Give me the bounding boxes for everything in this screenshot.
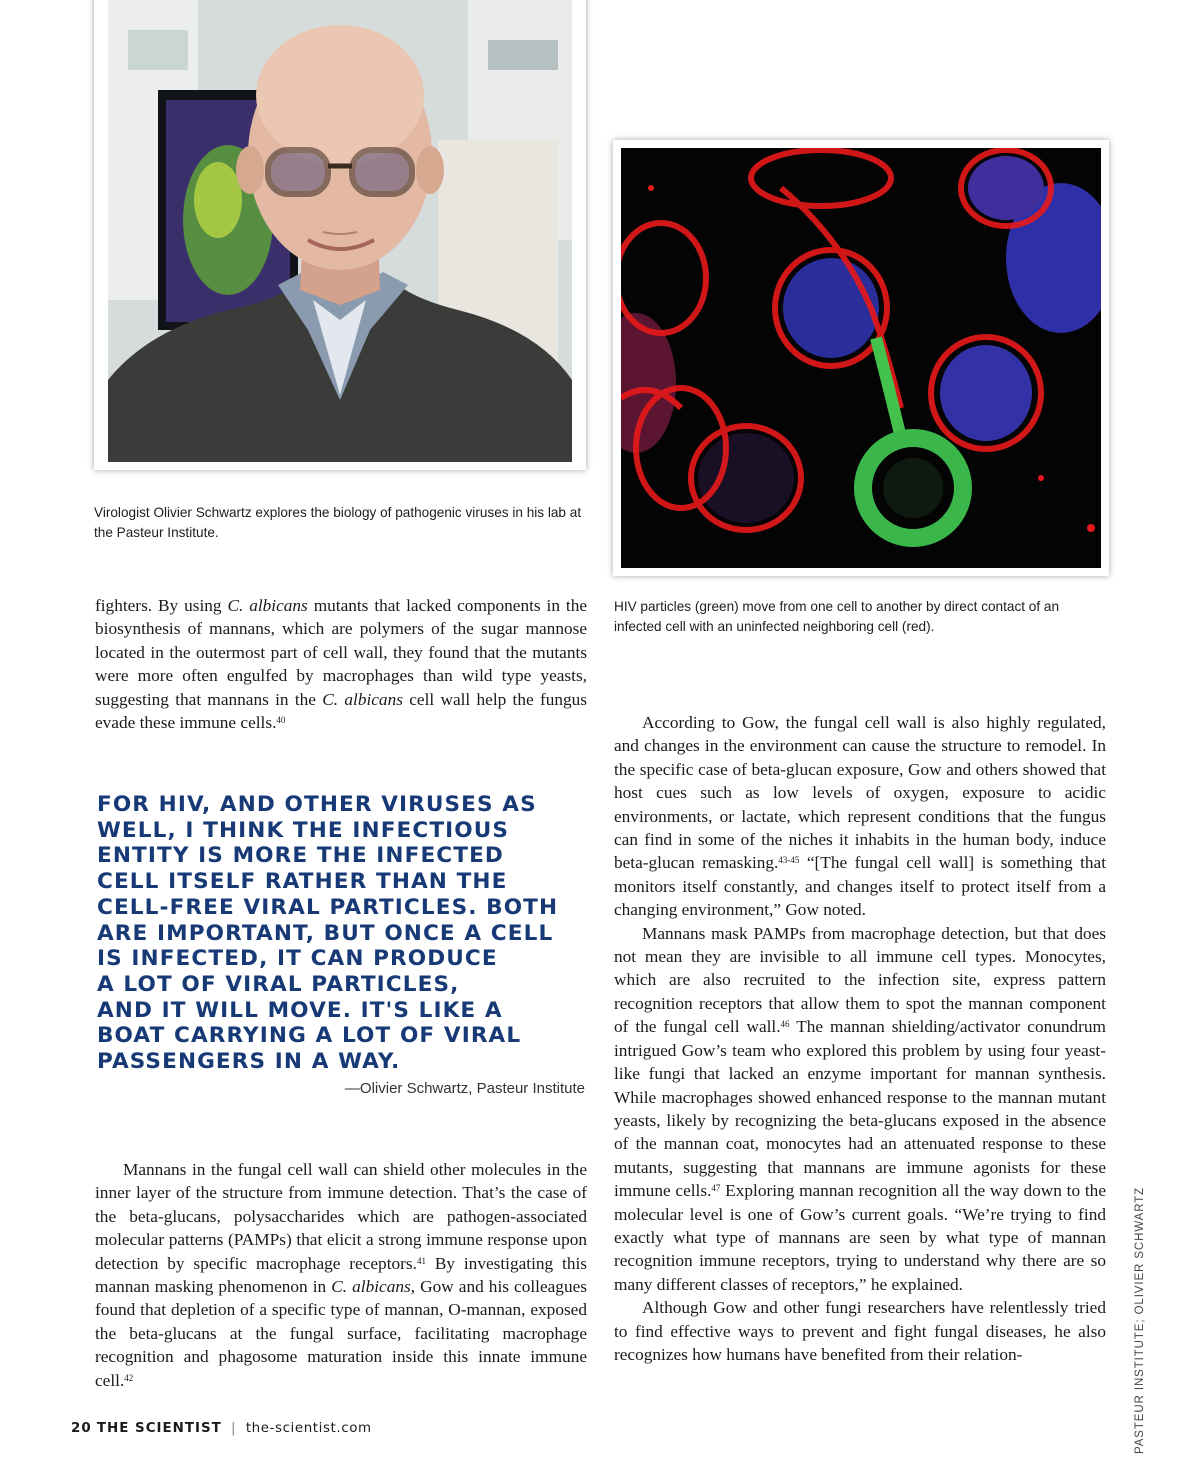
- reference-number: 43-45: [778, 855, 800, 866]
- right-column-text: [614, 711, 1106, 1366]
- portrait-illustration: [108, 0, 572, 462]
- micrograph-caption: HIV particles (green) move from one cell to another by direct contact of an infected cell with an uninfected neighboring cell (red).: [614, 599, 1060, 634]
- portrait-caption: Virologist Olivier Schwartz explores the biology of pathogenic viruses in his lab at the Pasteur Institute.: [94, 505, 582, 540]
- photo-credit: [1134, 1138, 1150, 1454]
- reference-number: 42: [124, 1372, 134, 1383]
- text-run: Mannans mask PAMPs from macrophage detection, but that does not mean they are invisible to all immune cell types. Monocytes, which are also recruited to the infection site, express pattern recognition receptors that allow them to spot the mannan component of the fungal cell wall.: [614, 923, 1106, 1037]
- reference-number: 40: [276, 715, 286, 726]
- left-column-top-text: [95, 594, 587, 734]
- micrograph-illustration: [621, 148, 1101, 568]
- footer-separator: |: [231, 1421, 237, 1436]
- species-name: C. albicans: [227, 596, 308, 615]
- paragraph: [95, 594, 587, 734]
- text-run: fighters. By using: [95, 596, 228, 615]
- micrograph-frame: [613, 140, 1109, 576]
- text-run: By investigating this mannan masking phenomenon in: [95, 1253, 587, 1297]
- text-run: “[The fungal cell wall] is something that monitors itself constantly, and changes itself to protect itself from a changing environment,” Gow noted.: [614, 853, 1107, 920]
- paragraph: [614, 711, 1106, 922]
- pull-quote: FOR HIV, AND OTHER VIRUSES AS WELL, I THINK THE INFECTIOUS ENTITY IS MORE THE INFECTED CELL ITSELF RATHER THAN THE CELL-FREE VIRAL PARTICLES. BOTH ARE IMPORTANT, BUT ONCE A CELL IS INFECTED, IT CAN PRODUCE A LOT OF VIRAL PARTICLES, AND IT WILL MOVE. IT'S LIKE A BOAT CARRYING A LOT OF VIRAL PASSENGERS IN A WAY.: [97, 792, 559, 1075]
- species-name: C. albicans: [331, 1277, 411, 1297]
- reference-number: 46: [780, 1019, 790, 1030]
- photo-credit-text: PASTEUR INSTITUTE; OLIVIER SCHWARTZ: [1134, 1186, 1146, 1454]
- text-run: , Gow and his colleagues found that depletion of a specific type of mannan, O-mannan, exposed the beta-glucans at the fungal surface, facilitating macrophage recognition and phagosome maturation inside this innate immune cell.: [95, 1277, 587, 1390]
- paragraph: [614, 922, 1106, 1297]
- species-name: C. albicans: [322, 689, 403, 709]
- left-column-bottom-text: [95, 1158, 587, 1392]
- magazine-name: THE SCIENTIST: [96, 1421, 222, 1436]
- text-run: Mannans in the fungal cell wall can shield other molecules in the inner layer of the structure from immune detection. That’s the case of the beta-glucans, polysaccharides which are pathogen-associated molecular patterns (PAMPs) that elicit a strong immune response upon detection by specific macrophage receptors.: [95, 1160, 587, 1273]
- portrait-photo-frame: [94, 0, 586, 470]
- reference-number: 41: [416, 1255, 426, 1266]
- website-link[interactable]: the-scientist.com: [245, 1421, 372, 1436]
- text-run: According to Gow, the fungal cell wall is also highly regulated, and changes in the environment can cause the structure to remodel. In the specific case of beta-glucan exposure, Gow and others showed that host cues such as low levels of oxygen, exposure to acidic environments, or lactate, which represent conditions that the fungus can find in some of the niches it inhabits in the human body, induce beta-glucan remasking.: [614, 713, 1106, 873]
- text-run: cell wall help the fungus evade these immune cells.: [95, 689, 587, 733]
- pull-quote-attribution: —Olivier Schwartz, Pasteur Institute: [344, 1080, 585, 1097]
- micrograph-photo: [621, 148, 1101, 568]
- portrait-photo: [108, 0, 572, 462]
- paragraph: Although Gow and other fungi researchers have relentlessly tried to find effective ways to prevent and fight fungal diseases, he also recognizes how humans have benefited from their relation-: [614, 1298, 1106, 1364]
- paragraph: [95, 1158, 587, 1392]
- page-footer: [71, 1421, 372, 1436]
- reference-number: 47: [711, 1183, 721, 1194]
- text-run: The mannan shielding/activator conundrum intrigued Gow’s team who explored this problem by using four yeast-like fungi that lacked an enzyme important for mannan synthesis. While macrophages showed enhanced response to the mannan mutant yeasts, likely by recognizing the beta-glucans exposed in the absence of the mannan coat, monocytes had an attenuated response to these mutants, suggesting that mannans are immune agonists for these immune cells.: [614, 1017, 1106, 1201]
- page-number: 20: [71, 1421, 92, 1436]
- text-run: Exploring mannan recognition all the way down to the molecular level is one of Gow’s current goals. “We’re trying to find exactly what type of mannans are seen by what type of mannan recognition immune receptors, trying to understand why there are so many different classes of receptors,” he explained.: [614, 1181, 1106, 1294]
- text-run: mutants that lacked components in the biosynthesis of mannans, which are polymers of the sugar mannose located in the outermost part of cell wall, they found that the mutants were more often engulfed by macrophages than wild type yeasts, suggesting that mannans in the: [95, 596, 588, 709]
